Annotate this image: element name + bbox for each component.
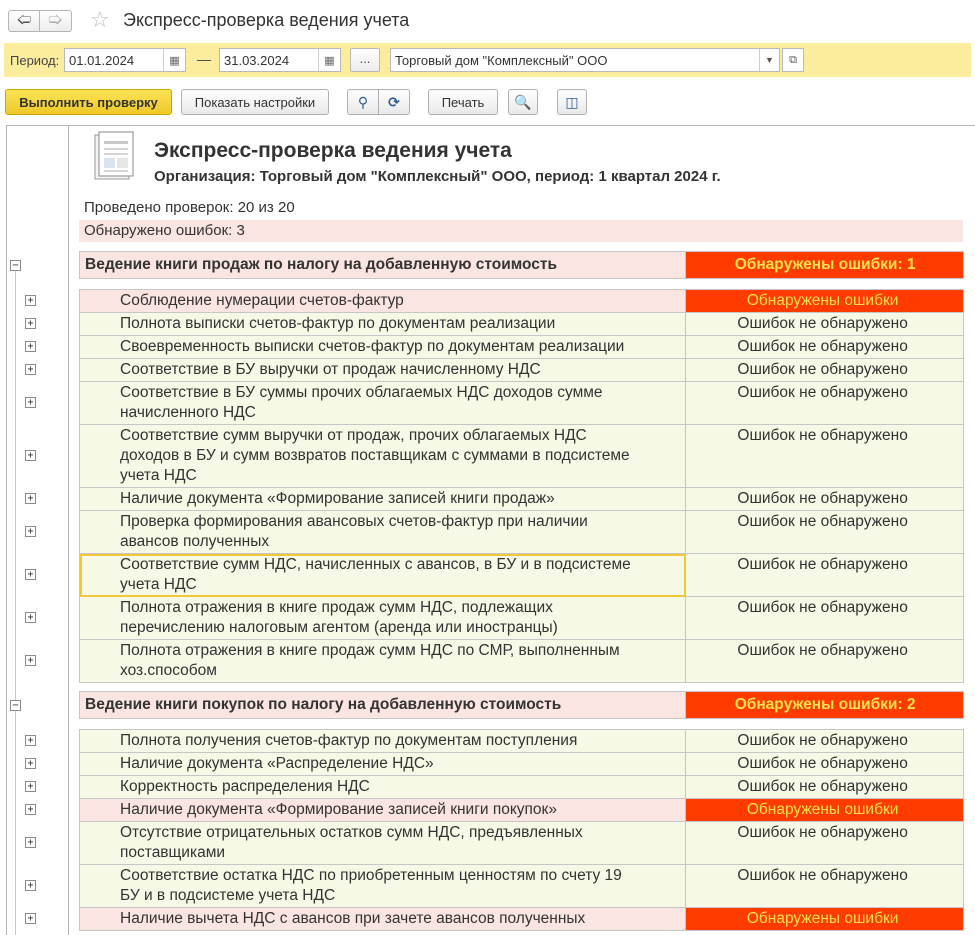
save-button[interactable] [557,89,587,115]
print-button[interactable]: Печать [428,89,498,115]
collapse-group-purchases-icon[interactable]: − [10,700,21,711]
check-status: Ошибок не обнаружено [686,730,964,753]
check-status: Ошибок не обнаружено [686,382,964,425]
expand-row-icon[interactable]: + [25,493,36,504]
table-row[interactable] [80,776,964,799]
check-name: Соблюдение нумерации счетов-фактур [80,290,686,313]
check-status: Ошибок не обнаружено [686,425,964,488]
report-subtitle: Организация: Торговый дом "Комплексный" ООО, период: 1 квартал 2024 г. [154,168,721,185]
preview-button[interactable] [508,89,538,115]
favorite-star-icon[interactable]: ☆ [90,7,110,32]
date-to-value: 31.03.2024 [224,53,290,68]
chevron-down-icon[interactable]: ▼ [759,49,779,71]
expand-row-icon[interactable]: + [25,364,36,375]
back-button[interactable] [8,10,40,32]
check-status: Ошибок не обнаружено [686,336,964,359]
table-row[interactable] [80,908,964,931]
check-name: Полнота получения счетов-фактур по документам поступления [80,730,686,753]
expand-row-icon[interactable]: + [25,612,36,623]
expand-row-icon[interactable]: + [25,804,36,815]
window-title: Экспресс-проверка ведения учета [123,10,410,30]
expand-row-icon[interactable]: + [25,295,36,306]
check-name: Наличие документа «Формирование записей книги продаж» [80,488,686,511]
check-name: Соответствие сумм выручки от продаж, прочих облагаемых НДС доходов в БУ и сумм возвратов поставщикам с суммами в подсистеме учета НДС [80,425,686,488]
title-bar [0,0,975,42]
run-check-button[interactable]: Выполнить проверку [5,89,172,115]
open-organization-button[interactable] [782,48,804,72]
check-name: Полнота отражения в книге продаж сумм НДС, подлежащих перечислению налоговым агентом (аренда или иностранцы) [80,597,686,640]
check-name: Соответствие в БУ выручки от продаж начисленному НДС [80,359,686,382]
table-row[interactable] [80,290,964,313]
group-status: Обнаружены ошибки: 1 [686,252,964,279]
check-status: Обнаружены ошибки [686,799,964,822]
check-name: Проверка формирования авансовых счетов-фактур при наличии авансов полученных [80,511,686,554]
table-row[interactable] [80,425,964,488]
expand-row-icon[interactable]: + [25,569,36,580]
table-row[interactable] [80,336,964,359]
check-name: Отсутствие отрицательных остатков сумм НДС, предъявленных поставщиками [80,822,686,865]
check-status: Ошибок не обнаружено [686,640,964,683]
search-icon: ⚲ [357,93,369,110]
calendar-icon[interactable]: ▦ [318,49,340,71]
check-status: Ошибок не обнаружено [686,359,964,382]
check-name: Соответствие сумм НДС, начисленных с авансов, в БУ и в подсистеме учета НДС [80,554,686,597]
check-status: Ошибок не обнаружено [686,597,964,640]
check-status: Обнаружены ошибки [686,908,964,931]
group-header-sales[interactable] [79,251,964,279]
expand-row-icon[interactable]: + [25,758,36,769]
show-settings-button[interactable]: Показать настройки [181,89,329,115]
report-area [6,125,975,935]
check-status: Обнаружены ошибки [686,290,964,313]
date-from-value: 01.01.2024 [69,53,135,68]
expand-row-icon[interactable]: + [25,781,36,792]
table-row[interactable] [80,730,964,753]
date-from-field[interactable] [64,48,186,72]
arrow-left-icon: 🢠 [16,11,32,27]
group-table-purchases [79,729,964,931]
search-next-icon: ⟳ [388,93,400,110]
expand-row-icon[interactable]: + [25,913,36,924]
check-name: Наличие документа «Формирование записей книги покупок» [80,799,686,822]
find-next-button[interactable] [378,89,410,115]
expand-row-icon[interactable]: + [25,837,36,848]
check-status: Ошибок не обнаружено [686,753,964,776]
check-name: Наличие вычета НДС с авансов при зачете авансов полученных [80,908,686,931]
check-status: Ошибок не обнаружено [686,511,964,554]
forward-button[interactable] [40,10,72,32]
check-name: Наличие документа «Распределение НДС» [80,753,686,776]
group-status: Обнаружены ошибки: 2 [686,692,964,719]
table-row[interactable] [80,640,964,683]
errors-found-text: Обнаружено ошибок: 3 [79,220,963,242]
expand-row-icon[interactable]: + [25,526,36,537]
table-row[interactable] [80,799,964,822]
table-row[interactable] [80,313,964,336]
floppy-disk-icon: ◫ [565,93,579,110]
date-to-field[interactable] [219,48,341,72]
organization-value: Торговый дом "Комплексный" ООО [395,53,608,68]
check-name: Полнота отражения в книге продаж сумм НДС по СМР, выполненным хоз.способом [80,640,686,683]
table-row[interactable] [80,511,964,554]
expand-row-icon[interactable]: + [25,880,36,891]
arrow-right-icon: 🢡 [48,11,63,27]
check-status: Ошибок не обнаружено [686,313,964,336]
check-name: Полнота выписки счетов-фактур по документам реализации [80,313,686,336]
period-bar [4,43,971,77]
open-window-icon: ⧉ [789,53,797,66]
group-table-sales [79,289,964,683]
calendar-icon[interactable]: ▦ [163,49,185,71]
group-name: Ведение книги покупок по налогу на добавленную стоимость [80,692,686,719]
find-button[interactable] [347,89,379,115]
table-row[interactable] [80,597,964,640]
collapse-group-sales-icon[interactable]: − [10,260,21,271]
expand-row-icon[interactable]: + [25,341,36,352]
table-row[interactable] [80,359,964,382]
check-name: Корректность распределения НДС [80,776,686,799]
report-title: Экспресс-проверка ведения учета [154,139,512,162]
checks-done-text: Проведено проверок: 20 из 20 [84,199,295,216]
choose-period-button[interactable]: ... [350,48,380,72]
check-status: Ошибок не обнаружено [686,488,964,511]
period-separator: — [197,51,211,67]
table-row[interactable] [80,822,964,865]
check-status: Ошибок не обнаружено [686,776,964,799]
organization-field[interactable] [390,48,780,72]
table-row[interactable] [80,865,964,908]
check-status: Ошибок не обнаружено [686,865,964,908]
check-status: Ошибок не обнаружено [686,554,964,597]
group-header-purchases[interactable] [79,691,964,719]
check-name: Соответствие в БУ суммы прочих облагаемых НДС доходов сумме начисленного НДС [80,382,686,425]
period-label: Период: [10,53,60,68]
preview-icon: 🔍 [514,93,532,110]
table-row[interactable] [80,753,964,776]
table-row[interactable] [80,488,964,511]
expand-row-icon[interactable]: + [25,318,36,329]
expand-row-icon[interactable]: + [25,450,36,461]
group-name: Ведение книги продаж по налогу на добавленную стоимость [80,252,686,279]
table-row-selected[interactable] [80,554,964,597]
expand-row-icon[interactable]: + [25,655,36,666]
table-row[interactable] [80,382,964,425]
check-name: Соответствие остатка НДС по приобретенным ценностям по счету 19 БУ и в подсистеме учета НДС [80,865,686,908]
check-status: Ошибок не обнаружено [686,822,964,865]
expand-row-icon[interactable]: + [25,397,36,408]
report-document-icon [93,131,137,183]
check-name: Своевременность выписки счетов-фактур по документам реализации [80,336,686,359]
grouping-panel [7,126,69,935]
expand-row-icon[interactable]: + [25,735,36,746]
